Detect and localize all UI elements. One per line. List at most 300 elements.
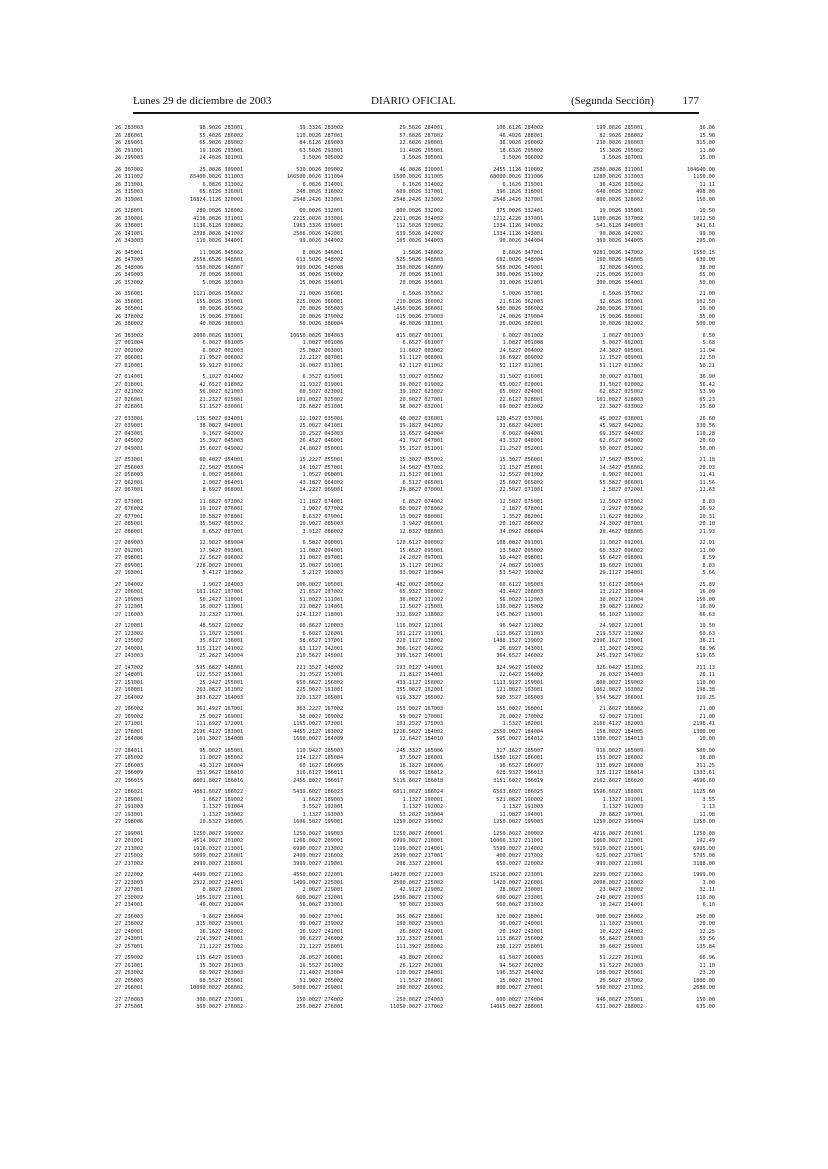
table-row [115,216,215,224]
item-amount: 56.00 [199,389,215,395]
item-code: 27 217002 [515,853,544,859]
table-row [315,563,415,571]
item-code: 27 090002 [415,540,444,546]
table-row [315,272,415,280]
item-amount: 12.90 [199,540,215,546]
item-amount: 5000.00 [293,985,315,991]
table-row [215,880,315,888]
item-code: 26 344001 [215,238,244,244]
table-row [115,714,215,722]
item-code: 26 319001 [115,196,144,203]
item-code: 27 262003 [615,962,644,969]
item-code: 27 231001 [215,894,244,901]
table-row [115,416,215,424]
table-row [415,902,515,910]
item-amount: 20.00 [699,921,715,927]
table-row [215,340,315,348]
item-amount: 433.11 [396,679,415,686]
item-amount: 2.18 [502,506,515,512]
item-amount: 300.00 [196,1004,215,1010]
item-code: 27 088001 [115,528,144,535]
item-code: 27 071001 [515,487,544,493]
item-code: 27 094001 [315,547,344,554]
item-amount: 1250.00 [593,819,615,825]
item-code: 27 228001 [215,887,244,893]
item-amount: 6.10 [702,902,715,908]
table-row [215,582,315,590]
item-code: 26 380004 [315,321,344,327]
item-amount: 60.00 [399,506,415,512]
item-amount: 46.00 [199,902,215,908]
item-amount: 56.64 [599,555,615,561]
table-row [215,231,315,239]
item-amount: 99.00 [299,913,315,920]
item-amount: 815.00 [396,332,415,339]
item-code: 27 143002 [615,645,644,652]
item-amount: 39.10 [399,389,415,395]
table-row [115,646,215,654]
item-amount: 59.00 [399,713,415,720]
table-row [315,804,415,812]
item-code: 27 064001 [215,479,244,486]
item-amount: 11.40 [399,147,415,154]
table-row [315,680,415,688]
item-code: 27 096002 [615,547,644,554]
item-code: 27 037001 [515,415,544,422]
table-row [515,208,615,216]
item-amount: 20.60 [699,438,715,444]
item-code: 26 352001 [515,279,544,286]
item-code: 27 115001 [415,604,444,610]
item-amount: 65.00 [499,381,515,388]
table-row [515,763,615,771]
table-row [515,680,615,688]
item-code: 27 085003 [315,521,344,527]
item-code: 27 135002 [115,638,144,644]
item-amount: 15.22 [299,457,315,463]
item-code: 26 311006 [515,174,544,180]
table-row [415,623,515,631]
table-row [315,438,415,446]
item-code: 27 076001 [215,506,244,512]
item-amount: 900.00 [596,913,615,920]
table-row [215,140,315,148]
item-amount: 10.31 [699,513,715,520]
item-amount: 351.96 [196,770,215,776]
item-code: 27 271002 [615,985,644,991]
item-code: 27 111001 [315,596,344,603]
table-row [615,672,715,680]
table-row [615,789,715,797]
item-amount: 84.61 [299,140,315,146]
table-row [515,446,615,454]
table-row [515,819,615,827]
table-row [115,755,215,763]
table-row [315,729,415,737]
item-code: 27 003001 [315,347,344,354]
table-row [115,687,215,695]
item-code: 26 354001 [315,279,344,286]
item-code: 27 078001 [515,506,544,512]
item-amount: 1125.60 [693,789,715,795]
item-code: 27 239002 [315,921,344,927]
item-amount: 365.06 [396,913,415,920]
item-amount: 35.81 [199,638,215,644]
item-code: 26 337002 [615,215,644,222]
item-code: 27 189002 [215,796,244,803]
item-amount: 82.90 [599,132,615,139]
item-code: 27 223003 [115,879,144,886]
item-amount: 2558.65 [193,257,215,263]
table-row [215,446,315,454]
table-row [315,797,415,805]
item-code: 27 198006 [115,819,144,825]
item-amount: 2396.16 [593,638,615,644]
table-column [215,125,315,1012]
item-code: 26 287002 [415,132,444,139]
item-code: 27 165003 [515,694,544,701]
item-code: 27 192002 [415,804,444,810]
item-amount: 37.50 [399,755,415,761]
table-row [215,257,315,265]
item-amount: 95.00 [199,747,215,754]
item-amount: 99.00 [299,238,315,244]
item-amount: 166500.00 [286,174,315,180]
table-row [515,174,615,182]
item-code: 27 275001 [115,1004,144,1010]
item-amount: 1266.00 [293,838,315,844]
item-code: 27 108002 [415,589,444,595]
table-row [315,963,415,971]
table-row [615,853,715,861]
item-code: 27 055002 [615,457,644,463]
table-row [115,363,215,371]
item-code: 27 015002 [415,374,444,380]
item-amount: 50.21 [699,362,715,369]
table-row [315,431,415,439]
item-amount: 110.00 [396,970,415,976]
table-row [215,944,315,952]
item-amount: 263.08 [196,687,215,693]
item-amount: 225.00 [296,298,315,305]
table-row [215,133,315,141]
table-row [215,631,315,639]
item-amount: 15216.00 [490,872,515,878]
table-row [515,382,615,390]
item-code: 27 111002 [415,596,444,603]
item-code: 27 191003 [515,804,544,810]
table-row [315,548,415,556]
item-code: 27 158002 [415,679,444,686]
item-amount: 42.91 [399,887,415,893]
table-row [315,363,415,371]
item-amount: 65.00 [499,389,515,395]
item-amount: 280.00 [596,306,615,312]
table-row [315,985,415,993]
item-code: 27 269001 [315,985,344,991]
item-code: 27 087001 [615,521,644,527]
item-amount: 39.18 [399,423,415,429]
item-code: 27 193001 [115,811,144,818]
item-amount: 25.00 [199,166,215,173]
item-amount: 101.25 [396,721,415,727]
item-code: 27 213002 [115,845,144,852]
table-row [215,638,315,646]
item-code: 27 166001 [615,694,644,701]
item-amount: 63.11 [299,645,315,652]
item-amount: 53.20 [399,811,415,818]
table-row [615,480,715,488]
item-amount: 11.62 [599,513,615,520]
item-code: 27 113001 [215,604,244,610]
item-code: 27 185002 [115,755,144,761]
item-amount: 24.62 [499,347,515,354]
item-amount: 250.00 [696,913,715,920]
table-row [515,721,615,729]
item-amount: 635.00 [696,1004,715,1010]
item-amount: 26.03 [599,672,615,678]
table-row [315,514,415,522]
item-amount: 56.42 [699,381,715,388]
table-row [615,963,715,971]
item-code: 27 028001 [115,404,144,410]
item-amount: 36.90 [499,140,515,146]
table-row [115,265,215,273]
item-amount: 11.60 [399,347,415,354]
item-code: 27 049002 [215,445,244,452]
item-amount: 1.13 [202,811,215,818]
table-row [415,887,515,895]
item-code: 26 311004 [315,174,344,180]
table-row [115,944,215,952]
item-amount: 105.10 [196,894,215,901]
item-amount: 2548.24 [493,196,515,203]
item-amount: 2196.41 [693,721,715,727]
item-amount: 1.13 [402,796,415,803]
item-code: 26 332401 [515,208,544,214]
item-code: 27 277002 [415,1004,444,1010]
item-amount: 400.00 [496,853,515,859]
item-amount: 153.00 [596,755,615,761]
item-code: 27 257001 [115,943,144,950]
item-amount: 36.90 [699,374,715,380]
item-code: 27 191004 [215,804,244,810]
table-row [515,729,615,737]
table-row [115,895,215,903]
item-amount: 4881.60 [193,789,215,795]
table-row [415,280,515,288]
item-amount: 96.65 [499,762,515,769]
table-row [515,140,615,148]
table-row [615,499,715,507]
item-code: 27 055002 [415,457,444,463]
item-code: 27 194001 [515,811,544,818]
item-amount: 68.55 [199,977,215,984]
table-row [415,778,515,786]
table-row [115,348,215,356]
table-row [415,404,515,412]
table-row [115,797,215,805]
table-row [315,846,415,854]
item-code: 27 120002 [215,623,244,629]
item-amount: 4455.21 [293,728,315,735]
item-code: 27 183002 [315,728,344,735]
item-amount: 4696.60 [693,777,715,784]
table-row [615,223,715,231]
item-amount: 1150.00 [693,174,715,180]
table-row [215,480,315,488]
item-amount: 5795.00 [693,853,715,859]
item-amount: 36.06 [699,125,715,131]
item-code: 27 021002 [115,389,144,395]
table-row [515,540,615,548]
item-amount: 120.61 [396,540,415,546]
item-amount: 22.50 [699,355,715,361]
item-amount: 650.66 [296,679,315,686]
item-code: 27 270003 [115,996,144,1003]
table-row [415,638,515,646]
table-row [615,819,715,827]
item-amount: 631.00 [596,1004,615,1010]
item-code: 27 001002 [515,332,544,339]
table-row [415,997,515,1005]
item-amount: 315.00 [196,921,215,927]
item-code: 26 315001 [515,181,544,188]
item-amount: 500.00 [696,321,715,327]
item-amount: 228.00 [196,562,215,569]
item-amount: 20.53 [199,819,215,825]
item-amount: 2506.00 [293,230,315,237]
table-row [615,895,715,903]
table-row [215,272,315,280]
table-row [215,250,315,258]
item-code: 26 366001 [415,306,444,312]
item-code: 27 240001 [115,928,144,935]
table-row [515,397,615,405]
item-code: 27 008001 [415,355,444,361]
item-amount: 24.00 [499,313,515,320]
item-code: 26 337001 [515,215,544,222]
table-row [415,333,515,341]
item-amount: 1250.00 [293,830,315,837]
item-code: 27 265001 [615,970,644,976]
item-amount: 11.94 [699,347,715,354]
table-column [515,125,615,1012]
item-code: 26 348005 [615,257,644,263]
item-amount: 29.11 [599,570,615,576]
table-row [315,321,415,329]
item-code: 27 192003 [615,804,644,810]
item-amount: 12.50 [599,498,615,505]
table-row [215,929,315,937]
table-row [415,970,515,978]
table-row [515,623,615,631]
item-code: 26 318001 [515,189,544,195]
table-row [515,189,615,197]
table-row [515,348,615,356]
table-row [515,846,615,854]
item-code: 27 104002 [115,581,144,588]
table-row [115,653,215,661]
item-amount: 682.00 [496,257,515,263]
item-code: 27 164002 [115,694,144,701]
item-code: 26 330001 [115,215,144,222]
table-row [115,148,215,156]
item-code: 26 283001 [215,125,244,131]
table-row [615,416,715,424]
table-row [215,902,315,910]
item-amount: 59.56 [699,936,715,942]
item-code: 27 184013 [615,736,644,742]
table-row [215,182,315,190]
item-amount: 1300.00 [593,736,615,742]
table-row [415,291,515,299]
item-code: 26 382001 [515,321,544,327]
item-amount: 2299.00 [593,872,615,878]
item-amount: 364.65 [496,653,515,659]
item-amount: 16.00 [299,362,315,369]
item-amount: 1212.42 [493,215,515,222]
item-code: 27 023002 [415,389,444,395]
table-row [215,970,315,978]
item-code: 27 075001 [515,498,544,505]
item-amount: 10.58 [199,513,215,520]
table-row [515,555,615,563]
item-amount: 525.50 [396,257,415,263]
table-row [215,748,315,756]
table-row [315,540,415,548]
item-code: 26 293001 [215,147,244,154]
item-code: 26 341001 [115,230,144,237]
item-code: 27 260003 [515,955,544,961]
item-code: 26 379003 [415,313,444,320]
item-amount: 15.00 [499,977,515,984]
table-row [615,612,715,620]
item-code: 27 053001 [115,457,144,463]
table-row [215,763,315,771]
table-row [115,472,215,480]
item-code: 27 058001 [215,472,244,478]
table-row [415,223,515,231]
table-row [315,382,415,390]
table-row [415,389,515,397]
item-code: 27 001004 [115,340,144,346]
item-code: 26 356001 [115,291,144,297]
item-code: 26 349002 [615,264,644,271]
table-row [215,223,315,231]
item-code: 27 215002 [115,853,144,859]
item-code: 27 156002 [315,679,344,686]
table-row [315,612,415,620]
item-code: 27 117001 [215,611,244,618]
table-row [315,555,415,563]
item-amount: 6995.00 [693,845,715,852]
table-row [315,446,415,454]
item-code: 27 200002 [515,830,544,837]
table-row [215,589,315,597]
item-code: 26 291001 [115,147,144,154]
table-row [415,880,515,888]
item-amount: 58.65 [299,638,315,644]
item-code: 27 131001 [415,630,444,637]
table-row [115,314,215,322]
table-row [315,333,415,341]
item-amount: 220.11 [396,638,415,644]
item-code: 26 346001 [315,249,344,256]
table-row [115,612,215,620]
item-amount: 2.00 [302,887,315,893]
table-row [415,831,515,839]
